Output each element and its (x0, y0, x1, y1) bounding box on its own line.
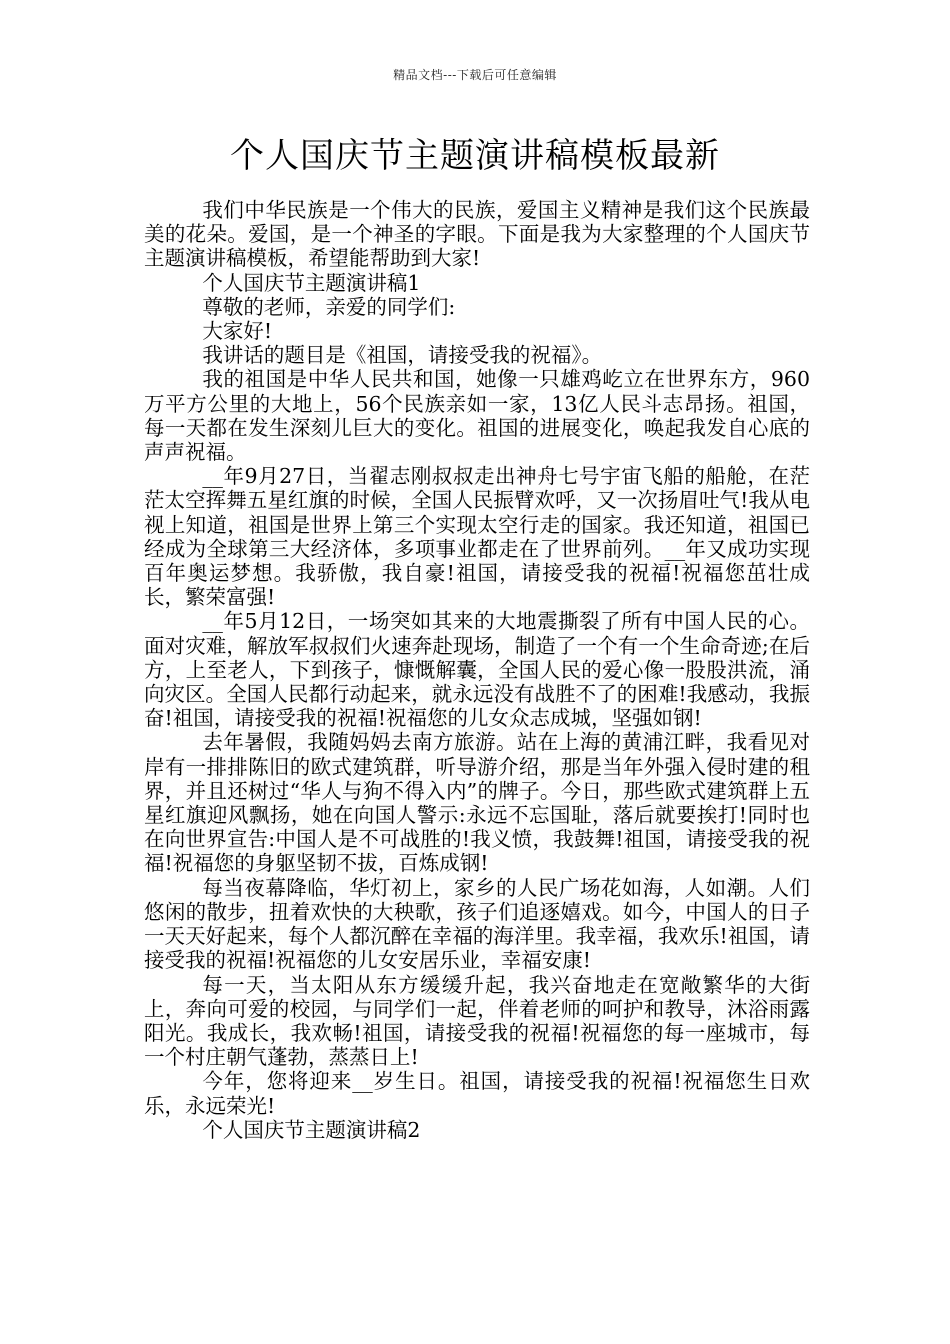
paragraph: 去年暑假，我随妈妈去南方旅游。站在上海的黄浦江畔，我看见对岸有一排排陈旧的欧式建筑群，听导游介绍，那是当年外强入侵时建的租界，并且还树过“华人与狗不得入内”的牌子。今日，那些欧式建筑群上五星红旗迎风飘扬，她在向国人警示:永远不忘国耻，落后就要挨打!同时也在向世界宣告:中国人是不可战胜的!我义愤，我鼓舞!祖国，请接受我的祝福!祝福您的身躯坚韧不拔，百炼成钢! (144, 730, 810, 876)
paragraph: 我的祖国是中华人民共和国，她像一只雄鸡屹立在世界东方，960万平方公里的大地上，56个民族亲如一家，13亿人民斗志昂扬。祖国，每一天都在发生深刻儿巨大的变化。祖国的进展变化，唤起我发自心底的声声祝福。 (144, 367, 810, 465)
paragraph: __年9月27日，当翟志刚叔叔走出神舟七号宇宙飞船的船舱，在茫茫太空挥舞五星红旗的时候，全国人民振臂欢呼，又一次扬眉吐气!我从电视上知道，祖国是世界上第三个实现太空行走的国家。我还知道，祖国已经成为全球第三大经济体，多项事业都走在了世界前列。__年又成功实现百年奥运梦想。我骄傲，我自豪!祖国，请接受我的祝福!祝福您茁壮成长，繁荣富强! (144, 464, 810, 610)
section-heading-1: 个人国庆节主题演讲稿1 (202, 270, 421, 295)
speech-topic: 我讲话的题目是《祖国，请接受我的祝福》。 (202, 343, 603, 368)
paragraph-intro: 我们中华民族是一个伟大的民族，爱国主义精神是我们这个民族最美的花朵。爱国，是一个神圣的字眼。下面是我为大家整理的个人国庆节主题演讲稿模板，希望能帮助到大家! (144, 198, 810, 271)
document-title: 个人国庆节主题演讲稿模板最新 (230, 136, 720, 176)
section-heading-2: 个人国庆节主题演讲稿2 (202, 1117, 421, 1142)
paragraph: 今年，您将迎来__岁生日。祖国，请接受我的祝福!祝福您生日欢乐，永远荣光! (144, 1069, 810, 1118)
header-note: 精品文档---下载后可任意编辑 (393, 68, 557, 82)
greeting: 大家好! (202, 319, 273, 344)
paragraph: __年5月12日，一场突如其来的大地震撕裂了所有中国人民的心。面对灾难，解放军叔叔们火速奔赴现场，制造了一个有一个生命奇迹;在后方，上至老人，下到孩子，慷慨解囊，全国人民的爱心像一股股洪流，涌向灾区。全国人民都行动起来，就永远没有战胜不了的困难!我感动，我振奋!祖国，请接受我的祝福!祝福您的儿女众志成城，坚强如钢! (144, 609, 810, 731)
paragraph: 每一天，当太阳从东方缓缓升起，我兴奋地走在宽敞繁华的大街上，奔向可爱的校园，与同学们一起，伴着老师的呵护和教导，沐浴雨露阳光。我成长，我欢畅!祖国，请接受我的祝福!祝福您的每一座城市，每一个村庄朝气蓬勃，蒸蒸日上! (144, 972, 810, 1070)
paragraph: 每当夜幕降临，华灯初上，家乡的人民广场花如海，人如潮。人们悠闲的散步，扭着欢快的大秧歌，孩子们追逐嬉戏。如今，中国人的日子一天天好起来，每个人都沉醉在幸福的海洋里。我幸福，我欢乐!祖国，请接受我的祝福!祝福您的儿女安居乐业，幸福安康! (144, 875, 810, 973)
document-body (144, 198, 810, 1142)
salutation: 尊敬的老师，亲爱的同学们: (202, 294, 456, 319)
